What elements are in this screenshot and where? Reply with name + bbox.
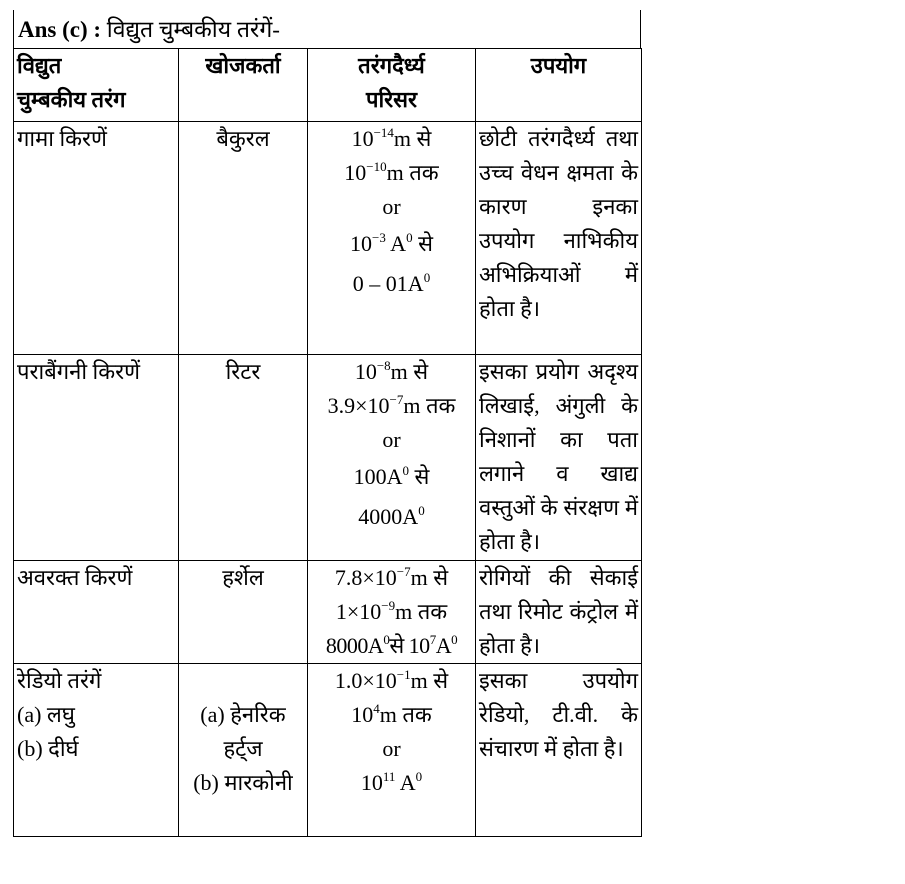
table-row	[14, 561, 642, 664]
cell-wave: गामा किरणें	[14, 122, 179, 355]
cell-discoverer: बैकुरल	[179, 122, 308, 355]
cell-discoverer: रिटर	[179, 355, 308, 561]
cell-range: $10^{-8}m$ से $3.9\times 10^{-7}m$ तक or $100A^0$ से $4000A^0$	[308, 355, 476, 561]
header-wave: विद्युत चुम्बकीय तरंग	[14, 49, 179, 122]
cell-wave: पराबैंगनी किरणें	[14, 355, 179, 561]
cell-use: रोगियों की सेकाई तथा रिमोट कंट्रोल में होता है।	[476, 561, 642, 664]
table-header-row	[14, 49, 642, 122]
answer-text: विद्युत चुम्बकीय तरंगें-	[106, 17, 280, 42]
cell-discoverer: हर्शेल	[179, 561, 308, 664]
answer-prefix: Ans (c) :	[18, 17, 102, 42]
cell-wave: अवरक्त किरणें	[14, 561, 179, 664]
cell-range: $1.0\times 10^{-1}m$ से $10^4m$ तक or $10^{11}$ $A^0$	[308, 664, 476, 837]
cell-range: $10^{-14}m$ से $10^{-10}m$ तक or $10^{-3}$ $A^0$ से $0 - 01A^0$	[308, 122, 476, 355]
cell-range: $7.8\times 10^{-7}m$ से $1\times 10^{-9}m$ तक $8000A^0से$ $10^7A^0$	[308, 561, 476, 664]
answer-line	[13, 10, 641, 48]
cell-use: छोटी तरंगदैर्ध्य तथा उच्च वेधन क्षमता के कारण इनका उपयोग नाभिकीय अभिक्रियाओं में होता है।	[476, 122, 642, 355]
table-row	[14, 664, 642, 837]
cell-discoverer: (a) हेनरिक हर्ट्ज (b) मारकोनी	[179, 664, 308, 837]
cell-use: इसका उपयोग रेडियो, टी.वी. के संचारण में होता है।	[476, 664, 642, 837]
cell-wave: रेडियो तरंगें (a) लघु (b) दीर्घ	[14, 664, 179, 837]
cell-use: इसका प्रयोग अदृश्य लिखाई, अंगुली के निशानों का पता लगाने व खाद्य वस्तुओं के संरक्षण में होता है।	[476, 355, 642, 561]
answer-sheet	[13, 10, 641, 837]
header-range: तरंगदैर्ध्य परिसर	[308, 49, 476, 122]
header-discoverer: खोजकर्ता	[179, 49, 308, 122]
header-use: उपयोग	[476, 49, 642, 122]
table-row	[14, 355, 642, 561]
em-waves-table	[13, 48, 642, 837]
table-row	[14, 122, 642, 355]
